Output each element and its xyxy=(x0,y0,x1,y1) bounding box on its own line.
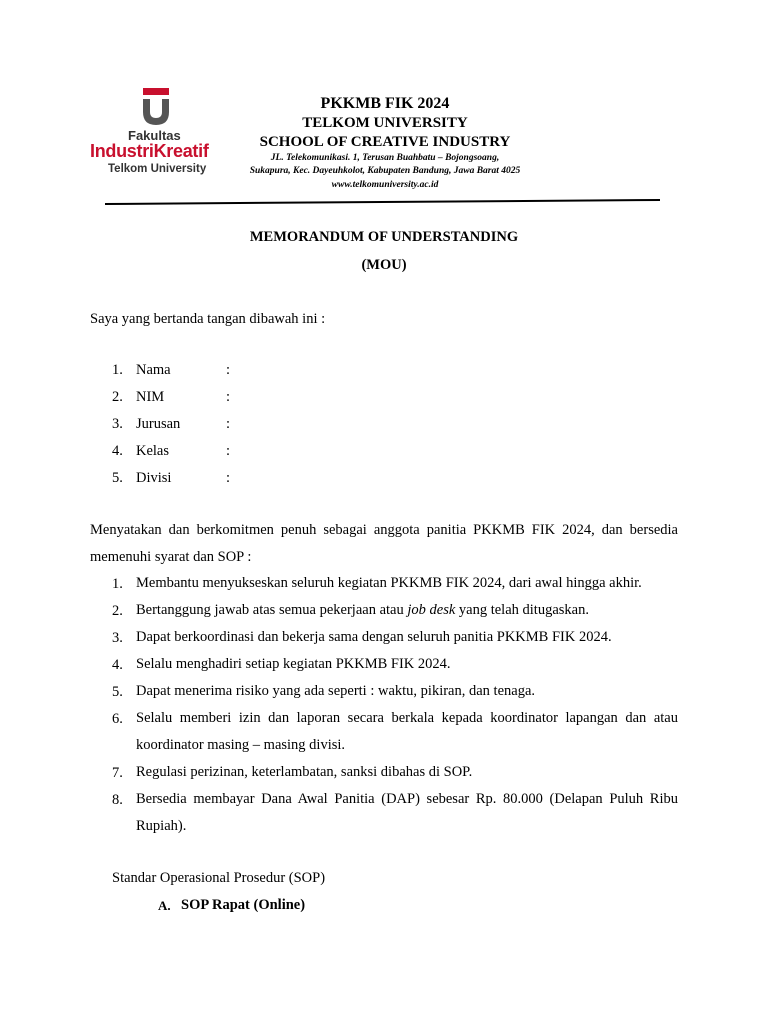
sop-heading: Standar Operasional Prosedur (SOP) xyxy=(112,870,326,886)
sop-item-letter: A. xyxy=(158,898,171,913)
term-number: 3. xyxy=(112,630,123,646)
header-title: PKKMB FIK 2024 xyxy=(320,95,450,112)
field-number: 1. xyxy=(112,362,123,378)
term-text: Selalu memberi izin dan laporan secara berkala kepada koordinator lapangan dan atau koordinator masing – masing divisi. xyxy=(136,710,678,753)
document-title: MEMORANDUM OF UNDERSTANDING xyxy=(249,229,519,245)
field-label-nama: Nama xyxy=(136,362,171,378)
term-text: Regulasi perizinan, keterlambatan, sanksi dibahas di SOP. xyxy=(136,764,473,780)
term-number: 5. xyxy=(112,684,123,700)
sop-item-title: SOP Rapat (Online) xyxy=(181,897,306,913)
header-school: SCHOOL OF CREATIVE INDUSTRY xyxy=(259,134,511,150)
term-number: 7. xyxy=(112,765,123,781)
term-text: Selalu menghadiri setiap kegiatan PKKMB FIK 2024. xyxy=(136,656,451,672)
field-label-divisi: Divisi xyxy=(136,470,172,486)
field-number: 4. xyxy=(112,443,123,459)
field-number: 5. xyxy=(112,470,123,486)
term-text-pre: Bertanggung jawab atas semua pekerjaan atau xyxy=(136,602,408,618)
field-colon: : xyxy=(226,389,231,405)
logo-line-telkom-university: Telkom University xyxy=(108,163,207,175)
faculty-logo xyxy=(90,88,230,178)
header-address-line1: JL. Telekomunikasi. 1, Terusan Buahbatu – Bojongsoang, xyxy=(270,153,500,163)
term-text-emphasis: job desk xyxy=(407,602,456,618)
term-number: 8. xyxy=(112,792,123,808)
term-text: Dapat menerima risiko yang ada seperti : waktu, pikiran, dan tenaga. xyxy=(136,683,536,699)
term-text-post: yang telah ditugaskan. xyxy=(455,602,589,618)
statement-paragraph: Menyatakan dan berkomitmen penuh sebagai anggota panitia PKKMB FIK 2024, dan bersedia memenuhi syarat dan SOP : xyxy=(90,522,678,565)
term-text: Membantu menyukseskan seluruh kegiatan PKKMB FIK 2024, dari awal hingga akhir. xyxy=(136,575,642,591)
field-label-kelas: Kelas xyxy=(136,443,170,459)
term-text: Bersedia membayar Dana Awal Panitia (DAP) sebesar Rp. 80.000 (Delapan Puluh Ribu Rupiah). xyxy=(136,791,678,834)
term-number: 6. xyxy=(112,711,123,727)
field-label-nim: NIM xyxy=(136,389,165,405)
field-label-jurusan: Jurusan xyxy=(136,416,181,432)
field-colon: : xyxy=(226,443,231,459)
logo-line-industri-kreatif: IndustriKreatif xyxy=(90,141,209,161)
term-text xyxy=(136,597,678,624)
telkom-u-icon xyxy=(141,88,171,126)
field-number: 2. xyxy=(112,389,123,405)
term-number: 4. xyxy=(112,657,123,673)
header-website: www.telkomuniversity.ac.id xyxy=(331,180,439,190)
field-number: 3. xyxy=(112,416,123,432)
header-university: TELKOM UNIVERSITY xyxy=(302,115,468,131)
document-subtitle: (MOU) xyxy=(361,257,407,273)
field-colon: : xyxy=(226,362,231,378)
field-colon: : xyxy=(226,470,231,486)
header-address-line2: Sukapura, Kec. Dayeuhkolot, Kabupaten Bandung, Jawa Barat 4025 xyxy=(249,166,521,176)
logo-line-faculty: Fakultas xyxy=(128,128,181,143)
term-number: 2. xyxy=(112,603,123,619)
intro-text: Saya yang bertanda tangan dibawah ini : xyxy=(90,311,326,327)
term-number: 1. xyxy=(112,576,123,592)
header-divider xyxy=(105,199,660,205)
term-text: Dapat berkoordinasi dan bekerja sama dengan seluruh panitia PKKMB FIK 2024. xyxy=(136,629,612,645)
field-colon: : xyxy=(226,416,231,432)
